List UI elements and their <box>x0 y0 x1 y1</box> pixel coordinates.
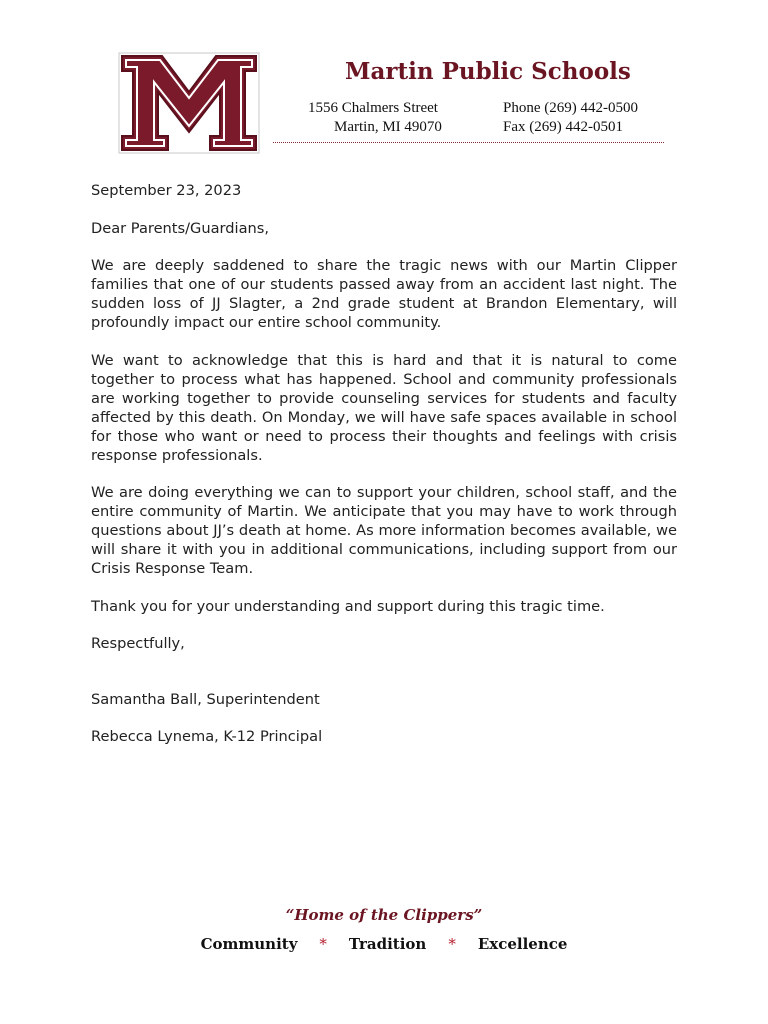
school-logo <box>118 52 260 154</box>
street-address: 1556 Chalmers Street <box>308 100 438 116</box>
letter-paragraph: Thank you for your understanding and support during this tragic time. <box>91 597 605 615</box>
school-values <box>0 935 768 953</box>
header-divider <box>273 142 664 143</box>
letter-date: September 23, 2023 <box>91 182 242 199</box>
value-tradition: Tradition <box>348 935 427 953</box>
letter-paragraph: We want to acknowledge that this is hard and that it is natural to come together to process what has happened. School and community professionals are working together to provide counseling services for students and faculty affected by this death. On Monday, we will have safe spaces available in school for those who want or need to process their thoughts and feelings with crisis response professionals. <box>91 351 677 464</box>
letter-paragraph: We are deeply saddened to share the tragic news with our Martin Clipper families that one of our students passed away from an accident last night. The sudden loss of JJ Slagter, a 2nd grade student at Brandon Elementary, will profoundly impact our entire school community. <box>91 257 677 331</box>
phone-number: Phone (269) 442-0500 <box>503 100 638 116</box>
school-name: Martin Public Schools <box>345 58 631 85</box>
value-excellence: Excellence <box>477 935 568 953</box>
signature-principal: Rebecca Lynema, K-12 Principal <box>91 728 323 745</box>
letter-salutation: Dear Parents/Guardians, <box>91 219 270 237</box>
letter-closing: Respectfully, <box>91 635 185 652</box>
city-address: Martin, MI 49070 <box>334 119 442 135</box>
letter-paragraph: We are doing everything we can to support your children, school staff, and the entire community of Martin. We anticipate that you may have to work through questions about JJ’s death at home. As more information becomes available, we will share it with you in additional communications, including support from our Crisis Response Team. <box>91 484 677 577</box>
signature-superintendent: Samantha Ball, Superintendent <box>91 690 320 708</box>
fax-number: Fax (269) 442-0501 <box>503 119 623 135</box>
separator-star-icon: * <box>319 935 327 953</box>
value-community: Community <box>200 935 298 953</box>
separator-star-icon: * <box>448 935 456 953</box>
school-motto: “Home of the Clippers” <box>285 906 483 924</box>
letter-body <box>91 181 677 765</box>
